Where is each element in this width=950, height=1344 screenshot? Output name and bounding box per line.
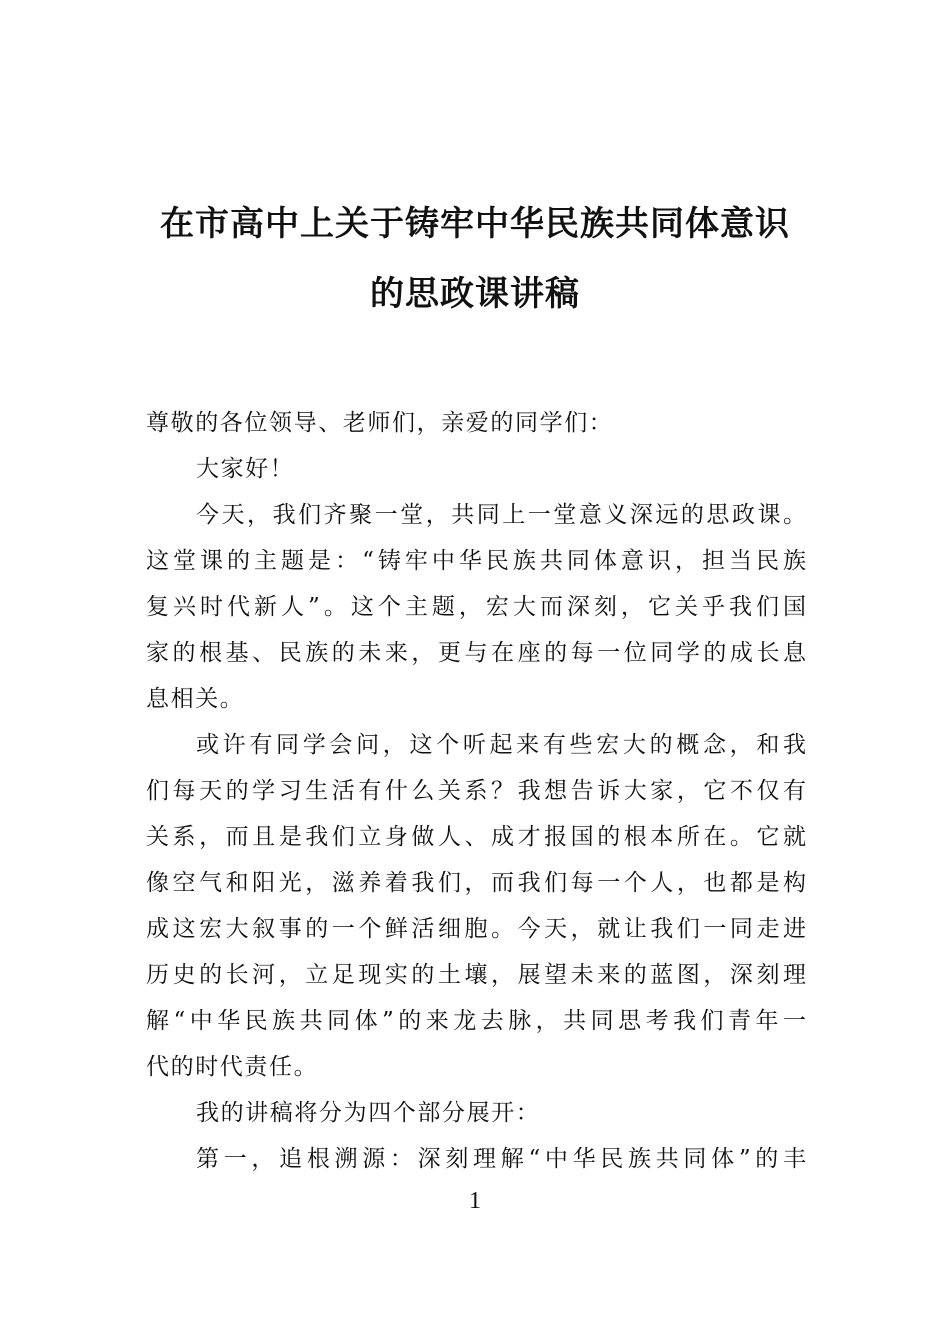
paragraph-line: 成这宏大叙事的一个鲜活细胞。今天，就让我们一同走进	[146, 916, 806, 942]
paragraph-line: 家的根基、民族的未来，更与在座的每一位同学的成长息	[146, 640, 806, 666]
paragraph-line: 们每天的学习生活有什么关系？我想告诉大家，它不仅有	[146, 778, 806, 804]
paragraph-line: 复兴时代新人”。这个主题，宏大而深刻，它关乎我们国	[146, 594, 806, 620]
salutation: 尊敬的各位领导、老师们，亲爱的同学们：	[146, 410, 614, 436]
paragraph-line: 或许有同学会问，这个听起来有些宏大的概念，和我	[196, 732, 806, 758]
paragraph-3: 我的讲稿将分为四个部分展开：	[196, 1100, 541, 1126]
paragraph-line: 历史的长河，立足现实的土壤，展望未来的蓝图，深刻理	[146, 962, 806, 988]
paragraph-line: 今天，我们齐聚一堂，共同上一堂意义深远的思政课。	[196, 502, 806, 528]
page-number: 1	[469, 1188, 481, 1214]
paragraph-line: 代的时代责任。	[146, 1054, 319, 1080]
document-body	[146, 400, 806, 1182]
paragraph-line: 关系，而且是我们立身做人、成才报国的根本所在。它就	[146, 824, 806, 850]
paragraph-2	[146, 722, 806, 1090]
document-title-line-1: 在市高中上关于铸牢中华民族共同体意识	[160, 204, 790, 244]
document-title-line-2: 的思政课讲稿	[370, 274, 580, 314]
paragraph-line: 像空气和阳光，滋养着我们，而我们每一个人，也都是构	[146, 870, 806, 896]
paragraph-1	[146, 492, 806, 722]
paragraph-line: 解“中华民族共同体”的来龙去脉，共同思考我们青年一	[146, 1008, 806, 1034]
paragraph-4: 第一，追根溯源：深刻理解“中华民族共同体”的丰	[196, 1146, 806, 1172]
paragraph-line: 息相关。	[146, 686, 245, 712]
paragraph-line: 这堂课的主题是：“铸牢中华民族共同体意识，担当民族	[146, 548, 806, 574]
greeting: 大家好！	[196, 456, 295, 482]
